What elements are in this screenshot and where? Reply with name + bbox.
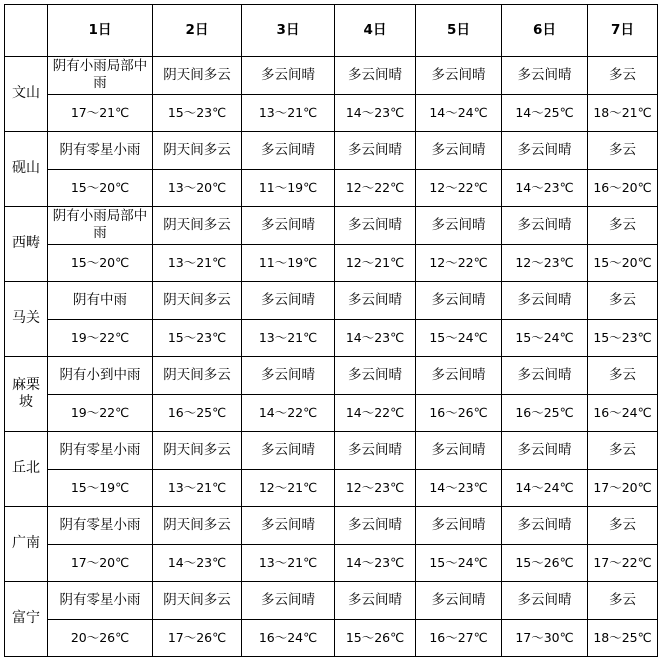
weather-row [5,57,658,95]
city-name: 麻栗坡 [5,357,48,432]
weather-cell: 多云 [588,57,658,95]
weather-cell: 阴天间多云 [153,57,242,95]
day-header: 1日 [48,5,153,57]
temperature-cell: 19～22℃ [48,319,153,357]
weather-row [5,357,658,395]
temperature-cell: 20～26℃ [48,619,153,657]
temperature-cell: 14～23℃ [416,469,502,507]
temperature-cell: 12～22℃ [416,169,502,207]
temperature-row [5,169,658,207]
temperature-cell: 15～24℃ [502,319,588,357]
temperature-cell: 14～23℃ [335,319,416,357]
temperature-cell: 17～20℃ [48,544,153,582]
temperature-cell: 12～23℃ [335,469,416,507]
temperature-cell: 17～30℃ [502,619,588,657]
temperature-cell: 12～21℃ [335,244,416,282]
weather-row [5,282,658,320]
temperature-cell: 15～19℃ [48,469,153,507]
weather-cell: 阴有零星小雨 [48,507,153,545]
temperature-cell: 17～22℃ [588,544,658,582]
temperature-cell: 18～25℃ [588,619,658,657]
weather-cell: 多云间晴 [416,282,502,320]
temperature-cell: 14～25℃ [502,94,588,132]
temperature-row [5,94,658,132]
weather-cell: 多云 [588,282,658,320]
weather-cell: 多云间晴 [242,432,335,470]
day-header: 4日 [335,5,416,57]
weather-cell: 阴有中雨 [48,282,153,320]
forecast-table [4,4,658,657]
weather-cell: 阴有小雨局部中雨 [48,207,153,245]
weather-cell: 阴天间多云 [153,357,242,395]
weather-cell: 多云间晴 [502,282,588,320]
temperature-cell: 15～23℃ [588,319,658,357]
day-header: 7日 [588,5,658,57]
temperature-cell: 16～25℃ [502,394,588,432]
temperature-cell: 14～24℃ [502,469,588,507]
temperature-cell: 15～20℃ [588,244,658,282]
temperature-row [5,244,658,282]
city-name: 文山 [5,57,48,132]
header-row [5,5,658,57]
temperature-cell: 16～27℃ [416,619,502,657]
temperature-cell: 19～22℃ [48,394,153,432]
temperature-cell: 15～26℃ [502,544,588,582]
temperature-cell: 17～21℃ [48,94,153,132]
weather-cell: 阴有小雨局部中雨 [48,57,153,95]
temperature-row [5,619,658,657]
weather-cell: 多云间晴 [242,57,335,95]
temperature-cell: 18～21℃ [588,94,658,132]
weather-row [5,432,658,470]
temperature-cell: 15～23℃ [153,319,242,357]
temperature-cell: 16～24℃ [242,619,335,657]
weather-cell: 阴天间多云 [153,132,242,170]
weather-cell: 多云间晴 [242,357,335,395]
weather-cell: 阴有零星小雨 [48,432,153,470]
temperature-cell: 11～19℃ [242,244,335,282]
weather-cell: 多云 [588,507,658,545]
weather-cell: 多云间晴 [502,507,588,545]
temperature-cell: 12～23℃ [502,244,588,282]
weather-cell: 多云间晴 [335,207,416,245]
weather-row [5,507,658,545]
weather-cell: 多云间晴 [335,507,416,545]
weather-cell: 多云间晴 [416,207,502,245]
temperature-cell: 15～20℃ [48,169,153,207]
weather-row [5,207,658,245]
temperature-cell: 13～21℃ [242,319,335,357]
temperature-cell: 16～25℃ [153,394,242,432]
temperature-cell: 16～24℃ [588,394,658,432]
forecast-header [5,5,658,57]
temperature-cell: 14～23℃ [153,544,242,582]
temperature-cell: 14～23℃ [335,544,416,582]
weather-cell: 阴天间多云 [153,282,242,320]
weather-cell: 多云间晴 [242,207,335,245]
temperature-cell: 14～24℃ [416,94,502,132]
city-name: 西畴 [5,207,48,282]
weather-cell: 阴天间多云 [153,507,242,545]
weather-cell: 多云 [588,432,658,470]
city-name: 富宁 [5,582,48,657]
temperature-cell: 12～22℃ [416,244,502,282]
temperature-row [5,469,658,507]
weather-cell: 多云间晴 [416,432,502,470]
temperature-cell: 14～23℃ [502,169,588,207]
weather-cell: 阴天间多云 [153,582,242,620]
temperature-cell: 17～26℃ [153,619,242,657]
weather-cell: 阴有小到中雨 [48,357,153,395]
weather-cell: 多云间晴 [502,432,588,470]
temperature-cell: 11～19℃ [242,169,335,207]
temperature-cell: 14～22℃ [242,394,335,432]
day-header: 3日 [242,5,335,57]
temperature-row [5,319,658,357]
forecast-body [5,57,658,657]
weather-cell: 多云间晴 [502,207,588,245]
weather-cell: 多云间晴 [416,507,502,545]
weather-cell: 多云间晴 [416,357,502,395]
weather-row [5,582,658,620]
temperature-cell: 15～24℃ [416,544,502,582]
day-header: 5日 [416,5,502,57]
temperature-cell: 16～26℃ [416,394,502,432]
weather-cell: 阴有零星小雨 [48,582,153,620]
weather-cell: 多云 [588,357,658,395]
weather-cell: 多云间晴 [416,132,502,170]
weather-cell: 阴有零星小雨 [48,132,153,170]
weather-cell: 多云间晴 [502,582,588,620]
weather-cell: 多云 [588,207,658,245]
temperature-cell: 12～21℃ [242,469,335,507]
temperature-cell: 13～20℃ [153,169,242,207]
temperature-row [5,394,658,432]
temperature-cell: 15～26℃ [335,619,416,657]
weather-cell: 阴天间多云 [153,432,242,470]
weather-cell: 多云间晴 [416,582,502,620]
temperature-row [5,544,658,582]
weather-cell: 阴天间多云 [153,207,242,245]
day-header: 6日 [502,5,588,57]
temperature-cell: 14～22℃ [335,394,416,432]
weather-cell: 多云间晴 [335,432,416,470]
temperature-cell: 13～21℃ [153,469,242,507]
city-name: 广南 [5,507,48,582]
day-header: 2日 [153,5,242,57]
temperature-cell: 15～20℃ [48,244,153,282]
temperature-cell: 13～21℃ [242,544,335,582]
weather-cell: 多云间晴 [242,132,335,170]
weather-cell: 多云间晴 [502,57,588,95]
temperature-cell: 17～20℃ [588,469,658,507]
temperature-cell: 16～20℃ [588,169,658,207]
temperature-cell: 12～22℃ [335,169,416,207]
weather-cell: 多云间晴 [335,582,416,620]
weather-cell: 多云间晴 [335,282,416,320]
corner-cell [5,5,48,57]
weather-cell: 多云 [588,132,658,170]
city-name: 马关 [5,282,48,357]
city-name: 砚山 [5,132,48,207]
weather-row [5,132,658,170]
weather-cell: 多云间晴 [335,57,416,95]
weather-cell: 多云间晴 [416,57,502,95]
weather-cell: 多云间晴 [502,132,588,170]
weather-cell: 多云间晴 [242,282,335,320]
temperature-cell: 14～23℃ [335,94,416,132]
weather-cell: 多云间晴 [335,132,416,170]
temperature-cell: 13～21℃ [242,94,335,132]
temperature-cell: 15～24℃ [416,319,502,357]
weather-cell: 多云间晴 [242,582,335,620]
weather-cell: 多云间晴 [502,357,588,395]
weather-cell: 多云间晴 [242,507,335,545]
temperature-cell: 13～21℃ [153,244,242,282]
weather-cell: 多云间晴 [335,357,416,395]
weather-cell: 多云 [588,582,658,620]
city-name: 丘北 [5,432,48,507]
temperature-cell: 15～23℃ [153,94,242,132]
